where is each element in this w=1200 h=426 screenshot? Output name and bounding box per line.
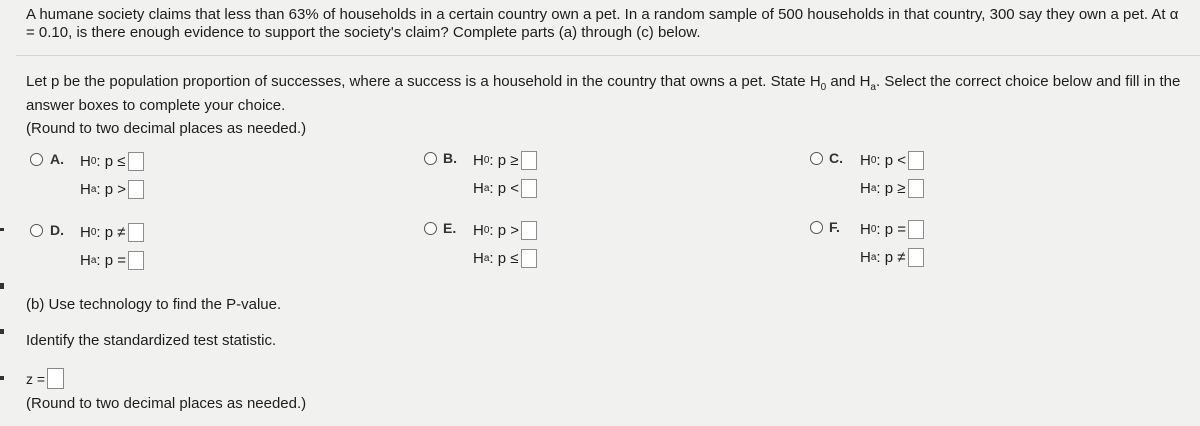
part-a-round-note: (Round to two decimal places as needed.) (26, 120, 307, 137)
z-answer-row (26, 368, 64, 389)
choice-d-ha-input[interactable] (128, 251, 144, 270)
choice-a-ha: H a : p > (80, 180, 144, 199)
left-edge-mark (0, 376, 4, 380)
left-edge-mark (0, 228, 4, 231)
choice-c-h0: H 0 : p < (860, 151, 924, 170)
choice-a-letter: A. (50, 151, 64, 167)
choice-d-h0: H 0 : p ≠ (80, 223, 144, 242)
choice-c-ha-input[interactable] (908, 179, 924, 198)
choice-e-h0: H 0 : p > (473, 221, 537, 240)
choice-e-letter: E. (443, 220, 457, 236)
choice-b-h0: H 0 : p ≥ (473, 151, 537, 170)
choice-b-radio[interactable] (424, 152, 437, 165)
choice-b-ha-input[interactable] (521, 179, 537, 198)
choice-c-h0-input[interactable] (908, 151, 924, 170)
choice-a-h0: H 0 : p ≤ (80, 152, 144, 171)
problem-statement: A humane society claims that less than 63% of households in a certain country own a pet. In a random sample of 500 households in that country, 300 say they own a pet. At α = 0.10, is there enough evidence to support the society's claim? Complete parts (a) through (c) below. (26, 6, 1179, 41)
choice-e-ha-input[interactable] (521, 249, 537, 268)
choice-d-ha: H a : p = (80, 251, 144, 270)
part-b-round-note: (Round to two decimal places as needed.) (26, 395, 307, 412)
z-input[interactable] (47, 368, 64, 389)
choice-b-ha: H a : p < (473, 179, 537, 198)
choice-d-h0-input[interactable] (128, 223, 144, 242)
choice-f-letter: F. (829, 219, 840, 235)
choice-a-h0-input[interactable] (128, 152, 144, 171)
choice-d-letter: D. (50, 222, 64, 238)
choice-e-ha: H a : p ≤ (473, 249, 537, 268)
left-edge-mark (0, 329, 4, 334)
choice-c-ha: H a : p ≥ (860, 179, 924, 198)
choice-e-h0-input[interactable] (521, 221, 537, 240)
choice-b-letter: B. (443, 150, 457, 166)
left-edge-mark (0, 283, 4, 289)
divider (16, 55, 1200, 56)
part-b-heading: (b) Use technology to find the P-value. (26, 296, 282, 313)
choice-a-radio[interactable] (30, 153, 43, 166)
choice-b-h0-input[interactable] (521, 151, 537, 170)
choice-f-ha-input[interactable] (908, 248, 924, 267)
choice-d-radio[interactable] (30, 224, 43, 237)
choice-f-radio[interactable] (810, 221, 823, 234)
part-a-instruction: Let p be the population proportion of successes, where a success is a household in the country that owns a pet. State $H_0$ and $H_a$. Select the correct choice below and fill in the answer boxes to complete your choice. (26, 73, 1181, 114)
choice-a-ha-input[interactable] (128, 180, 144, 199)
z-label: z = (26, 370, 46, 387)
choice-e-radio[interactable] (424, 222, 437, 235)
choice-f-ha: H a : p ≠ (860, 248, 924, 267)
choice-f-h0-input[interactable] (908, 220, 924, 239)
choice-c-letter: C. (829, 150, 843, 166)
part-b-prompt: Identify the standardized test statistic. (26, 332, 277, 349)
choice-c-radio[interactable] (810, 152, 823, 165)
choice-f-h0: H 0 : p = (860, 220, 924, 239)
